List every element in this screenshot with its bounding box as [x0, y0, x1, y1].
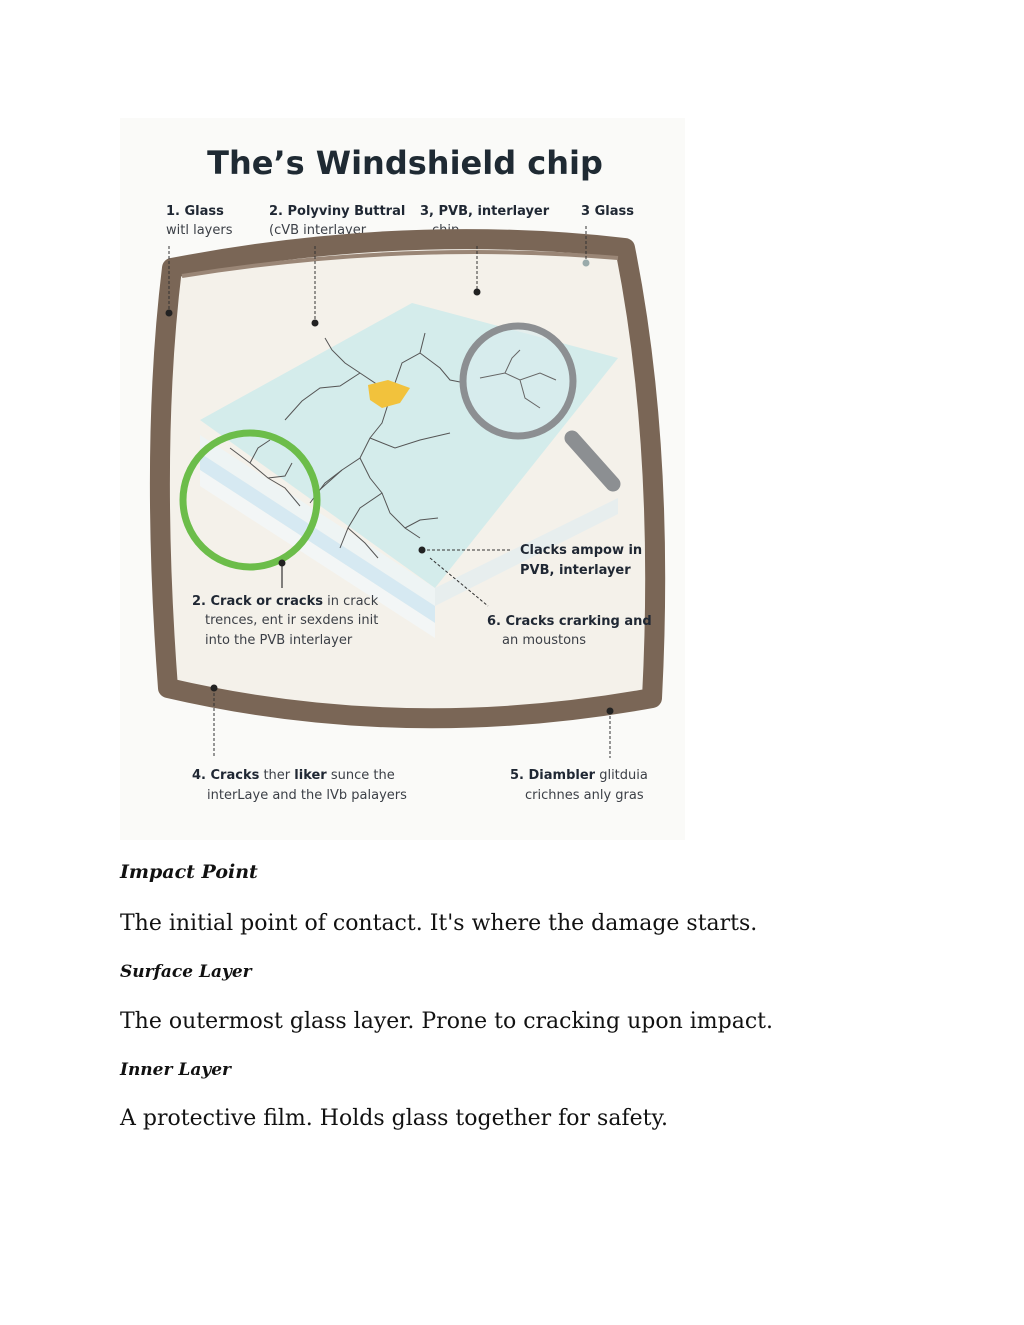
section-heading-impact-point: Impact Point [120, 861, 258, 883]
section-body-impact-point: The initial point of contact. It's where the damage starts. [120, 911, 758, 936]
diagram-title: The’s Windshield chip [207, 144, 603, 182]
section-body-inner-layer: A protective film. Holds glass together for safety. [120, 1106, 668, 1131]
callout-crack-or-cracks [192, 594, 379, 648]
svg-text:an moustons: an moustons [502, 633, 587, 648]
svg-text:Clacks ampow in: Clacks ampow in [520, 543, 643, 558]
svg-text:1. Glass: 1. Glass [166, 204, 224, 219]
section-heading-inner-layer: Inner Layer [120, 1060, 231, 1080]
svg-text:into the PVB interlayer: into the PVB interlayer [205, 633, 353, 648]
section-body-surface-layer: The outermost glass layer. Prone to cracking upon impact. [120, 1009, 773, 1034]
svg-text:interLaye and the lVb palayers: interLaye and the lVb palayers [207, 788, 407, 803]
section-heading-surface-layer: Surface Layer [120, 962, 252, 982]
svg-text:6. Cracks crarking and: 6. Cracks crarking and [487, 614, 652, 629]
svg-text:4. Cracks ther liker sunce the: 4. Cracks ther liker sunce the [192, 768, 395, 783]
svg-text:2. Polyviny Buttral: 2. Polyviny Buttral [269, 204, 406, 219]
svg-text:trences, ent ir sexdens init: trences, ent ir sexdens init [205, 613, 379, 628]
svg-text:3, PVB, interlayer: 3, PVB, interlayer [420, 204, 550, 219]
windshield-chip-diagram [120, 118, 685, 840]
svg-text:PVB, interlayer: PVB, interlayer [520, 563, 631, 578]
svg-text:5. Diambler glitduia: 5. Diambler glitduia [510, 768, 648, 783]
svg-text:3 Glass: 3 Glass [581, 204, 634, 219]
label-3-glass [581, 204, 634, 219]
svg-text:2. Crack or cracks in crack: 2. Crack or cracks in crack [192, 594, 379, 609]
svg-text:crichnes anly gras: crichnes anly gras [525, 788, 644, 803]
svg-text:(cVB interlayer: (cVB interlayer [269, 223, 367, 238]
svg-text:witl layers: witl layers [166, 223, 233, 238]
